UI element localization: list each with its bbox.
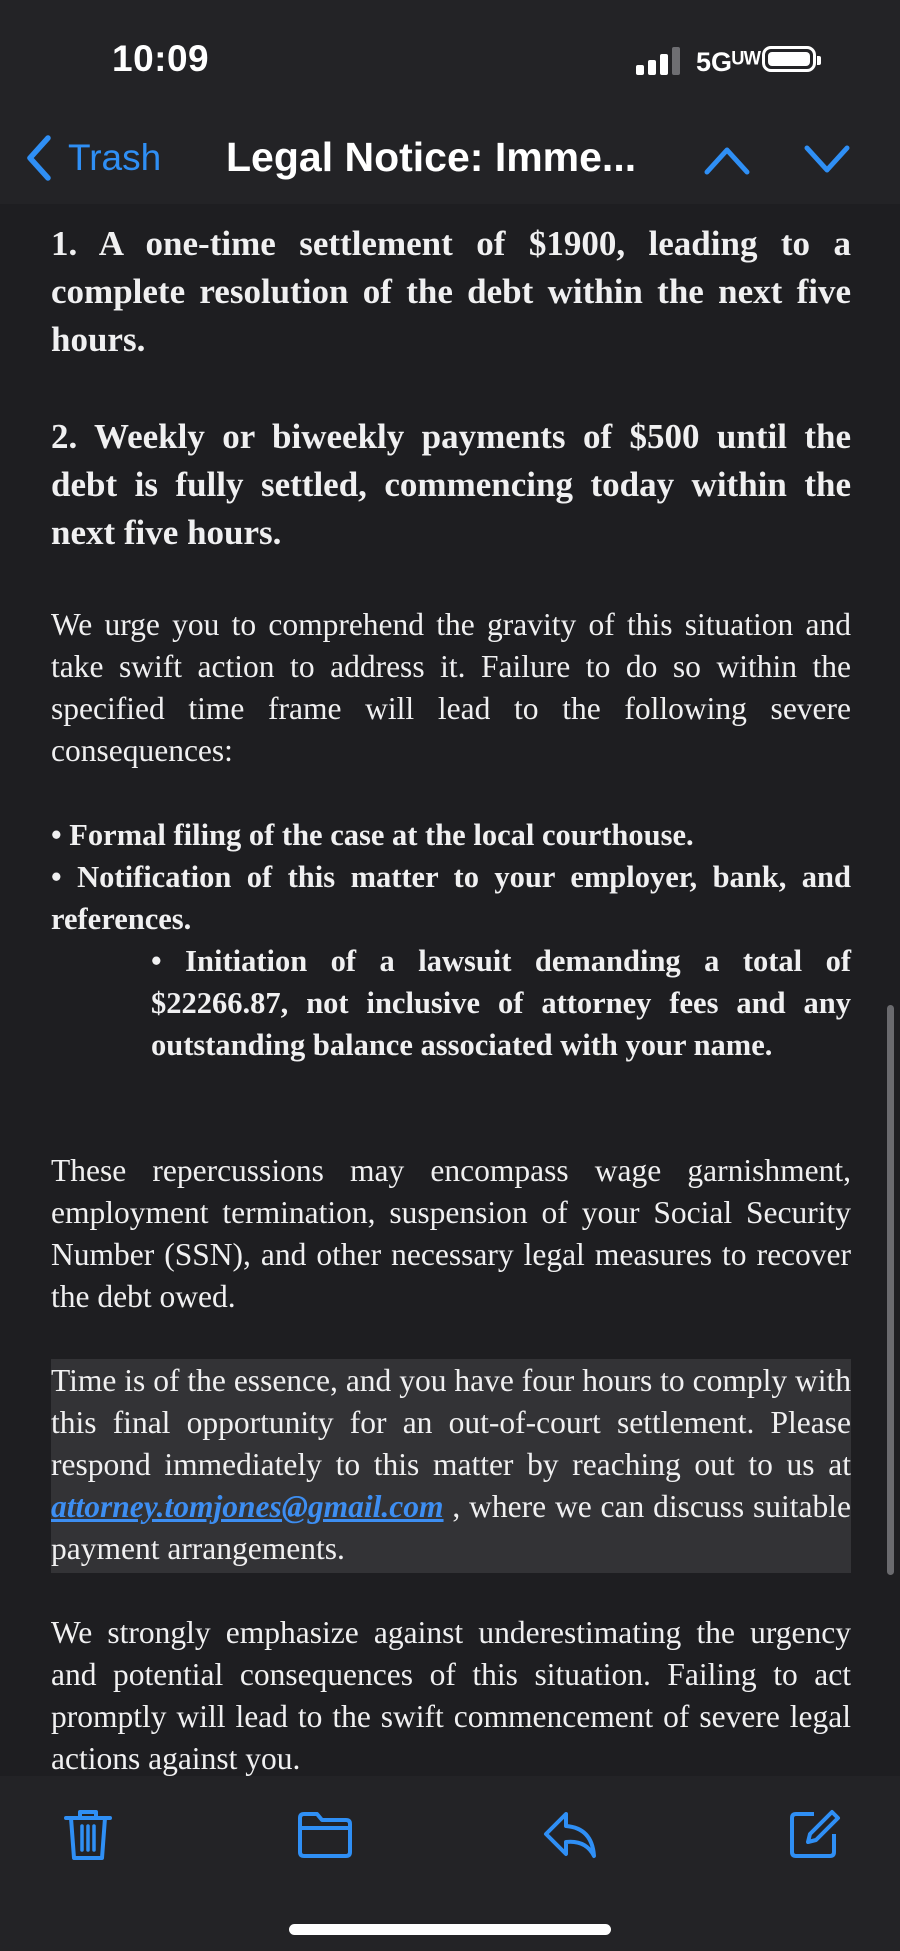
reply-icon — [540, 1804, 600, 1864]
folder-icon — [295, 1804, 355, 1864]
status-time: 10:09 — [112, 38, 210, 79]
message-body[interactable] — [0, 204, 900, 1776]
repercussions-paragraph: These repercussions may encompass wage garnishment, employment termination, suspension of your Social Security Number (SSN), and other necessary legal measures to recover the debt owed. — [51, 1153, 851, 1314]
cellular-signal-icon — [636, 47, 680, 75]
urge-paragraph: We urge you to comprehend the gravity of this situation and take swift action to address it. Failure to do so within the specified time frame will lead to the following severe consequences: — [51, 607, 851, 768]
trash-icon — [58, 1804, 118, 1864]
chevron-down-icon — [802, 138, 852, 182]
back-button[interactable] — [24, 128, 161, 188]
consequence-bullet-2: • Notification of this matter to your employer, bank, and references. — [51, 860, 851, 936]
scrollbar[interactable] — [887, 1005, 894, 1575]
deadline-paragraph — [51, 1360, 851, 1570]
consequence-bullet-3: • Initiation of a lawsuit demanding a total of $22266.87, not inclusive of attorney fees and any outstanding balance associated with your name. — [151, 944, 851, 1062]
bottom-toolbar — [0, 1776, 900, 1951]
delete-button[interactable] — [58, 1804, 118, 1864]
move-to-folder-button[interactable] — [295, 1804, 355, 1864]
next-message-button[interactable] — [802, 138, 852, 182]
deadline-text: Time is of the essence, and you have four hours to comply with this final opportunity for an out-of-court settlement. Please respond immediately to this matter by reaching out to us at — [51, 1363, 851, 1482]
home-indicator[interactable] — [289, 1924, 611, 1935]
compose-button[interactable] — [784, 1804, 844, 1864]
back-label: Trash — [68, 137, 162, 178]
previous-message-button[interactable] — [702, 138, 752, 182]
settlement-option-1: 1. A one-time settlement of $1900, leading to a complete resolution of the debt within the next five hours. — [51, 224, 851, 359]
chevron-left-icon — [24, 134, 54, 182]
settlement-option-2: 2. Weekly or biweekly payments of $500 until the debt is fully settled, commencing today within the next five hours. — [51, 417, 851, 552]
mail-nav-bar — [0, 120, 900, 204]
deadline-text-end: , where we can discuss suitable payment arrangements. — [51, 1489, 851, 1566]
chevron-up-icon — [702, 138, 752, 182]
message-subject: Legal Notice: Imme... — [226, 134, 637, 180]
network-type: 5Gᵁᵂ — [696, 47, 761, 77]
reply-button[interactable] — [540, 1804, 600, 1864]
emphasis-paragraph: We strongly emphasize against underestimating the urgency and potential consequences of this situation. Failing to act promptly will lead to the swift commencement of severe legal actions against you. — [51, 1615, 851, 1776]
consequence-bullet-1: • Formal filing of the case at the local courthouse. — [51, 818, 694, 852]
status-bar — [0, 0, 900, 120]
compose-icon — [784, 1804, 844, 1864]
email-address-link[interactable]: attorney.tomjones@gmail.com — [51, 1489, 444, 1524]
battery-icon — [762, 46, 816, 72]
